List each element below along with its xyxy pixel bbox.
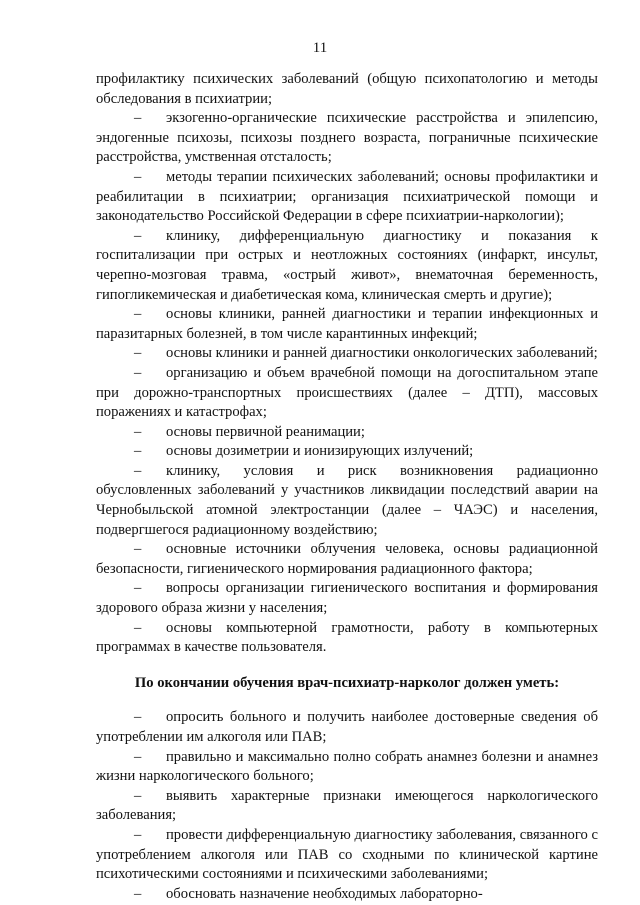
list-dash: –	[134, 110, 142, 127]
knowledge-item	[96, 442, 598, 462]
skills-heading: По окончании обучения врач-психиатр-нарколог должен уметь:	[134, 674, 560, 691]
skill-item-text: правильно и максимально полно собрать анамнез болезни и анамнез жизни наркологического больного;	[96, 748, 598, 785]
list-dash: –	[134, 345, 142, 362]
knowledge-item	[96, 344, 598, 364]
knowledge-item	[96, 168, 598, 227]
knowledge-item-text: основные источники облучения человека, основы радиационной безопасности, гигиенического нормирования радиационного фактора;	[96, 541, 598, 577]
list-dash: –	[134, 364, 142, 381]
list-dash: –	[134, 885, 142, 902]
knowledge-item	[96, 305, 598, 344]
document-body	[96, 70, 598, 904]
knowledge-item	[96, 619, 598, 658]
knowledge-item	[96, 227, 598, 305]
list-dash: –	[134, 423, 142, 440]
knowledge-item-text: вопросы организации гигиенического воспитания и формирования здорового образа жизни у населения;	[96, 580, 598, 617]
knowledge-item	[96, 462, 598, 540]
list-dash: –	[134, 227, 142, 244]
knowledge-item-text: основы компьютерной грамотности, работу в компьютерных программах в качестве пользователя.	[96, 619, 598, 656]
knowledge-item-text: экзогенно-органические психические расстройства и эпилепсию, эндогенные психозы, психозы позднего возраста, пограничные психические расстройства, умственная отсталость;	[96, 110, 598, 166]
knowledge-item	[96, 364, 598, 423]
page-number: 11	[312, 40, 328, 56]
list-dash: –	[134, 580, 142, 597]
knowledge-item-text: основы клиники и ранней диагностики онкологических заболеваний;	[166, 345, 598, 362]
list-dash: –	[134, 826, 142, 843]
knowledge-item-text: основы клиники, ранней диагностики и терапии инфекционных и паразитарных болезней, в том числе карантинных инфекций;	[96, 306, 598, 342]
list-dash: –	[134, 168, 142, 185]
knowledge-item-text: клинику, условия и риск возникновения радиационно обусловленных заболеваний у участников ликвидации последствий аварии на Чернобыльской атомной электростанции (далее – ЧАЭС) и населения, подвергшегося радиационному воздействию;	[96, 462, 598, 538]
knowledge-item	[96, 423, 598, 443]
knowledge-item	[96, 109, 598, 168]
intro-paragraph: профилактику психических заболеваний (общую психопатологию и методы обследования в психиатрии;	[96, 71, 598, 107]
knowledge-item-text: методы терапии психических заболеваний; основы профилактики и реабилитации в психиатрии; организация психиатрической помощи и законодательство Российской Федерации в сфере психиатрии-наркологии);	[96, 168, 598, 225]
list-dash: –	[134, 787, 142, 804]
list-dash: –	[134, 443, 142, 460]
knowledge-item-text: основы первичной реанимации;	[166, 423, 365, 440]
skill-item	[96, 885, 598, 905]
skill-item	[96, 787, 598, 826]
knowledge-item	[96, 579, 598, 618]
list-dash: –	[134, 619, 142, 636]
knowledge-item-text: основы дозиметрии и ионизирующих излучений;	[166, 443, 474, 460]
skill-item	[96, 748, 598, 787]
list-dash: –	[134, 709, 142, 726]
list-dash: –	[134, 748, 142, 765]
knowledge-item	[96, 540, 598, 579]
knowledge-list	[96, 109, 598, 658]
skill-item	[96, 826, 598, 885]
skill-item-text: обосновать назначение необходимых лабораторно-	[166, 885, 483, 902]
list-dash: –	[134, 306, 142, 323]
skill-item-text: опросить больного и получить наиболее достоверные сведения об употреблении им алкоголя или ПАВ;	[96, 709, 598, 745]
skill-item-text: провести дифференциальную диагностику заболевания, связанного с употреблением алкоголя или ПАВ со сходными по клинической картине психотическими состояниями и психическими заболеваниями;	[96, 826, 598, 883]
list-dash: –	[134, 541, 142, 558]
skills-list	[96, 708, 598, 904]
knowledge-item-text: организацию и объем врачебной помощи на догоспитальном этапе при дорожно-транспортных происшествиях (далее – ДТП), массовых поражениях и катастрофах;	[96, 364, 598, 421]
skill-item-text: выявить характерные признаки имеющегося наркологического заболевания;	[96, 787, 598, 824]
list-dash: –	[134, 462, 142, 479]
knowledge-item-text: клинику, дифференциальную диагностику и показания к госпитализации при острых и неотложных состояниях (инфаркт, инсульт, черепно-мозговая травма, «острый живот», внематочная беременность, гипогликемическая и диабетическая кома, клиническая смерть и другие);	[96, 227, 598, 303]
skill-item	[96, 708, 598, 747]
